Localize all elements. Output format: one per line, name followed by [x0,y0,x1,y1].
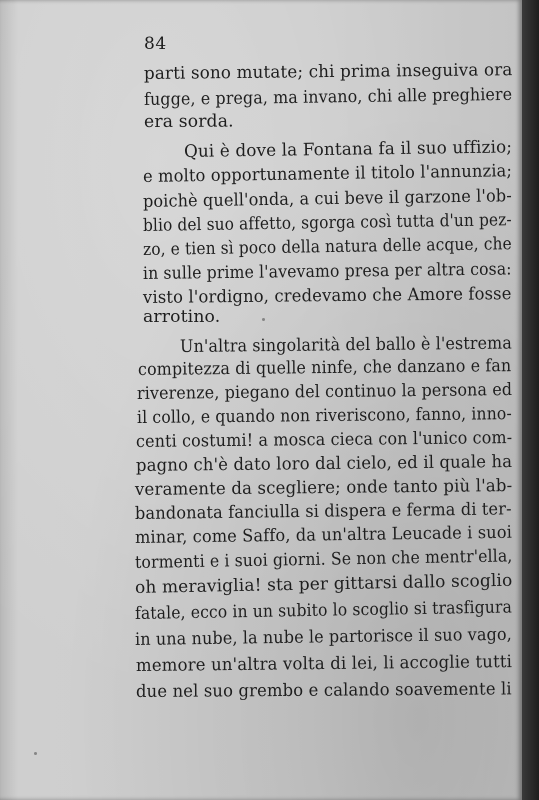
text-line: riverenze, piegano del continuo la persona ed [136,380,513,404]
text-line: Qui è dove la Fontana fa il suo uffizio; [183,137,513,162]
text-line: centi costumi! a mosca cieca con l'unico com- [135,428,513,452]
text-line: oh meraviglia! sta per gittarsi dallo scoglio [134,570,513,598]
text-line: minar, come Saffo, da un'altra Leucade i suoi [134,522,513,548]
text-line: fatale, ecco in un subito lo scoglio si trasfigura [134,597,513,624]
text-line: parti sono mutate; chi prima inseguiva ora [143,60,513,84]
text-line: memore un'altra volta di lei, li accoglie tutti [135,652,513,676]
text-line: veramente da scegliere; onde tanto più l'ab- [134,476,513,500]
text-line: due nel suo grembo e calando soavemente li [135,679,512,702]
text-line: bandonata fanciulla si dispera e ferma di ter- [134,499,512,524]
text-line: poichè quell'onda, a cui beve il garzone l'ob- [142,186,512,212]
page-number: 84 [144,34,167,54]
paper-speck [262,318,265,321]
text-line: tormenti e i suoi giorni. Se non che mentr'ella, [134,546,513,573]
paper-speck [34,752,37,755]
text-line: arrotino. [143,307,221,327]
text-line: in sulle prime l'avevamo presa per altra cosa: [142,259,512,284]
text-line: compitezza di quelle ninfe, che danzano e fan [137,356,512,380]
text-line: fugge, e prega, ma invano, chi alle preghiere [143,84,513,110]
text-line: blio del suo affetto, sgorga così tutta d'un pez- [142,210,512,236]
text-line: in una nube, la nube le partorisce il suo vago, [134,624,513,650]
text-line: e molto opportunamente il titolo l'annunzia; [142,161,513,187]
text-line: il collo, e quando non riveriscono, fanno, inno- [136,404,512,428]
text-line: zo, e tien sì poco della natura delle acque, che [142,234,512,260]
text-line: pagno ch'è dato loro dal cielo, ed il quale ha [135,452,513,476]
book-spine-shadow [522,0,539,800]
text-line: visto l'ordigno, credevamo che Amore fosse [142,284,512,308]
text-line: Un'altra singolarità del ballo è l'estrema [179,333,513,357]
text-line: era sorda. [143,111,234,132]
